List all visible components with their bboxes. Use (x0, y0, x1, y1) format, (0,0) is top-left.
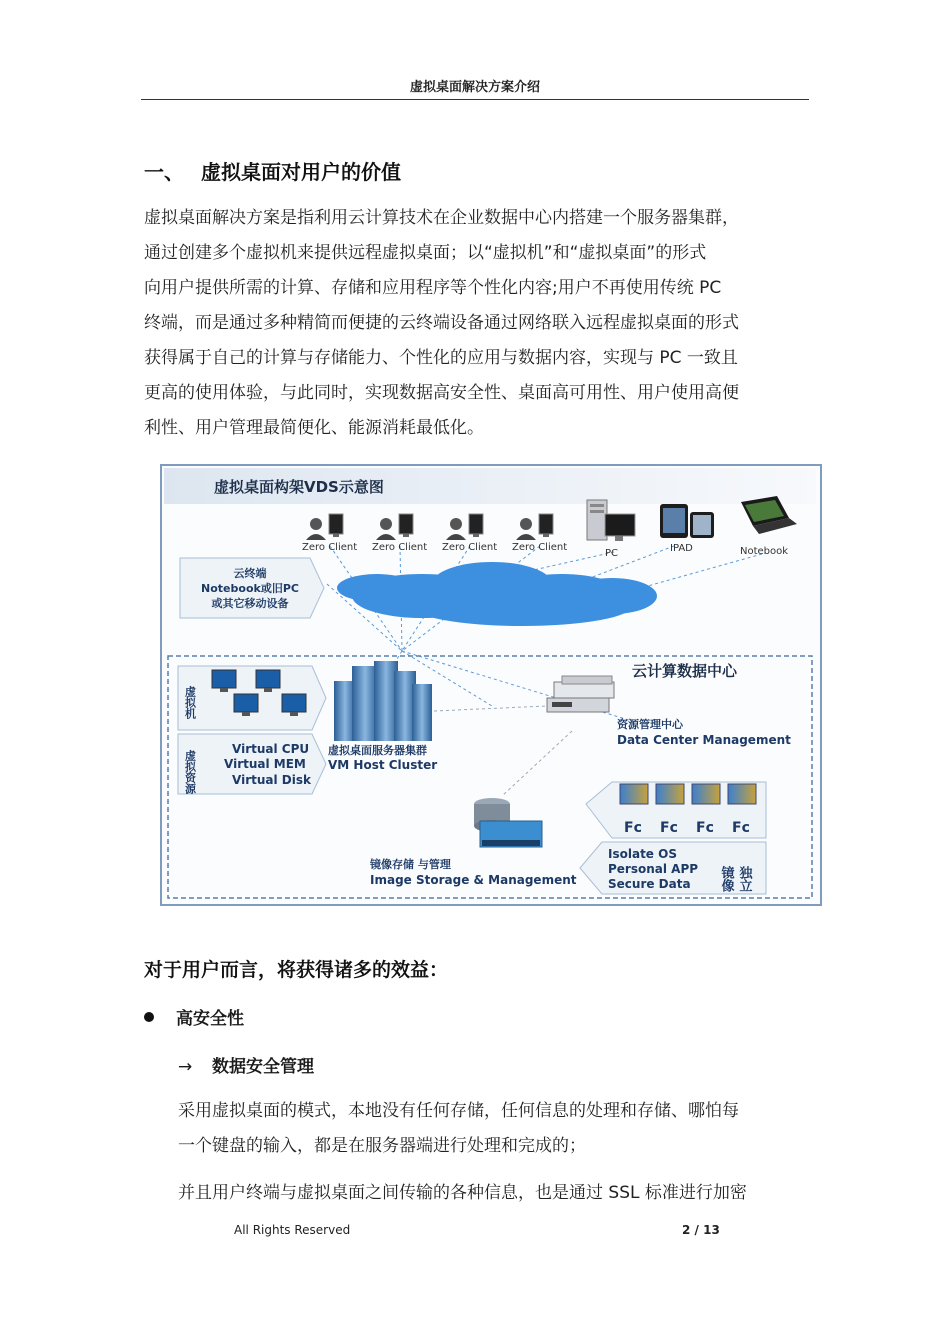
server-cluster-icon (334, 661, 432, 741)
management-server-icon (547, 676, 614, 712)
paragraph-line: 向用户提供所需的计算、存储和应用程序等个性化内容;用户不再使用传统 PC (144, 278, 722, 298)
svg-text:Fc: Fc (732, 820, 750, 836)
section-number: 一、 (144, 160, 184, 184)
vm-label: 虚拟机 (183, 686, 197, 719)
storage-icon (474, 798, 542, 847)
zero-client-icon (306, 514, 343, 540)
bullet-item (144, 1004, 244, 1029)
footer-page-number: 2 / 13 (682, 1223, 720, 1237)
svg-text:Fc: Fc (696, 820, 714, 836)
vds-architecture-figure (160, 464, 822, 906)
paragraph-line: 通过创建多个虚拟机来提供远程虚拟桌面；以“虚拟机”和“虚拟桌面”的形式 (144, 243, 707, 263)
client-label: PC (605, 548, 619, 559)
secure-data-label: Secure Data (608, 877, 691, 891)
subsection-heading (178, 1052, 314, 1077)
paragraph-line: 一个键盘的输入，都是在服务器端进行处理和完成的； (178, 1136, 586, 1156)
paragraph-line: 并且用户终端与虚拟桌面之间传输的各种信息，也是通过 SSL 标准进行加密 (178, 1183, 747, 1203)
architecture-diagram (162, 466, 820, 904)
bullet-label: 高安全性 (176, 1009, 244, 1029)
zero-client-icon (446, 514, 483, 540)
cloud-terminal-label: 或其它移动设备 (211, 597, 289, 610)
cluster-label-en: VM Host Cluster (328, 758, 438, 772)
cloud-shape (337, 562, 657, 626)
arrow-right-icon: → (178, 1057, 193, 1077)
cloud-terminal-label: Notebook或旧PC (201, 582, 299, 595)
header-divider (141, 99, 809, 100)
client-label: Zero Client (302, 542, 358, 553)
paragraph-line: 终端，而是通过多种精简而便捷的云终端设备通过网络联入远程虚拟桌面的形式 (144, 313, 739, 333)
figure-title: 虚拟桌面构架VDS示意图 (214, 478, 384, 496)
virtual-disk-label: Virtual Disk (232, 773, 311, 787)
client-label: Zero Client (512, 542, 568, 553)
intro-paragraph (144, 201, 812, 446)
datacenter-title: 云计算数据中心 (632, 662, 738, 680)
virtual-mem-label: Virtual MEM (224, 757, 306, 771)
datacenter-links (434, 706, 572, 796)
storage-label-cn: 镜像存储 与管理 (370, 858, 451, 871)
document-header-title: 虚拟桌面解决方案介绍 (409, 80, 540, 95)
pc-icon (587, 500, 635, 541)
storage-label-en: Image Storage & Management (370, 873, 577, 887)
personal-app-label: Personal APP (608, 862, 699, 876)
isolate-os-label: Isolate OS (608, 847, 677, 861)
paragraph-line: 更高的使用体验，与此同时，实现数据高安全性、桌面高可用性、用户使用高便 (144, 383, 739, 403)
client-label: Notebook (740, 546, 789, 557)
client-label: Zero Client (372, 542, 428, 553)
zero-client-devices (306, 514, 553, 540)
section-heading (144, 156, 401, 185)
client-label: IPAD (670, 543, 693, 554)
security-paragraph (178, 1094, 818, 1164)
subsection-label: 数据安全管理 (212, 1057, 314, 1077)
paragraph-line: 虚拟桌面解决方案是指利用云计算技术在企业数据中心内搭建一个服务器集群， (144, 208, 739, 228)
bullet-dot-icon (144, 1012, 154, 1022)
paragraph-line: 获得属于自己的计算与存储能力、个性化的应用与数据内容，实现与 PC 一致且 (144, 348, 738, 368)
management-label-cn: 资源管理中心 (617, 718, 683, 731)
zero-client-icon (376, 514, 413, 540)
footer-rights: All Rights Reserved (234, 1223, 351, 1237)
cloud-terminal-label: 云终端 (233, 567, 267, 580)
paragraph-line: 利性、用户管理最简便化、能源消耗最低化。 (144, 418, 484, 438)
management-label-en: Data Center Management (617, 733, 791, 747)
benefits-heading: 对于用户而言，将获得诸多的效益： (144, 959, 449, 981)
zero-client-icon (516, 514, 553, 540)
cluster-label-cn: 虚拟桌面服务器集群 (328, 744, 427, 757)
svg-text:Fc: Fc (624, 820, 642, 836)
vres-label: 虚拟资源 (183, 750, 197, 794)
ipad-icon (660, 504, 714, 538)
svg-text:Fc: Fc (660, 820, 678, 836)
isolation-cn-label: 独立 (736, 866, 752, 892)
isolation-cn-label: 镜像 (718, 866, 734, 892)
client-label: Zero Client (442, 542, 498, 553)
virtual-cpu-label: Virtual CPU (232, 742, 310, 756)
paragraph-line: 采用虚拟桌面的模式，本地没有任何存储，任何信息的处理和存储、哪怕每 (178, 1101, 739, 1121)
section-title: 虚拟桌面对用户的价值 (201, 160, 401, 184)
encryption-paragraph (178, 1176, 818, 1211)
